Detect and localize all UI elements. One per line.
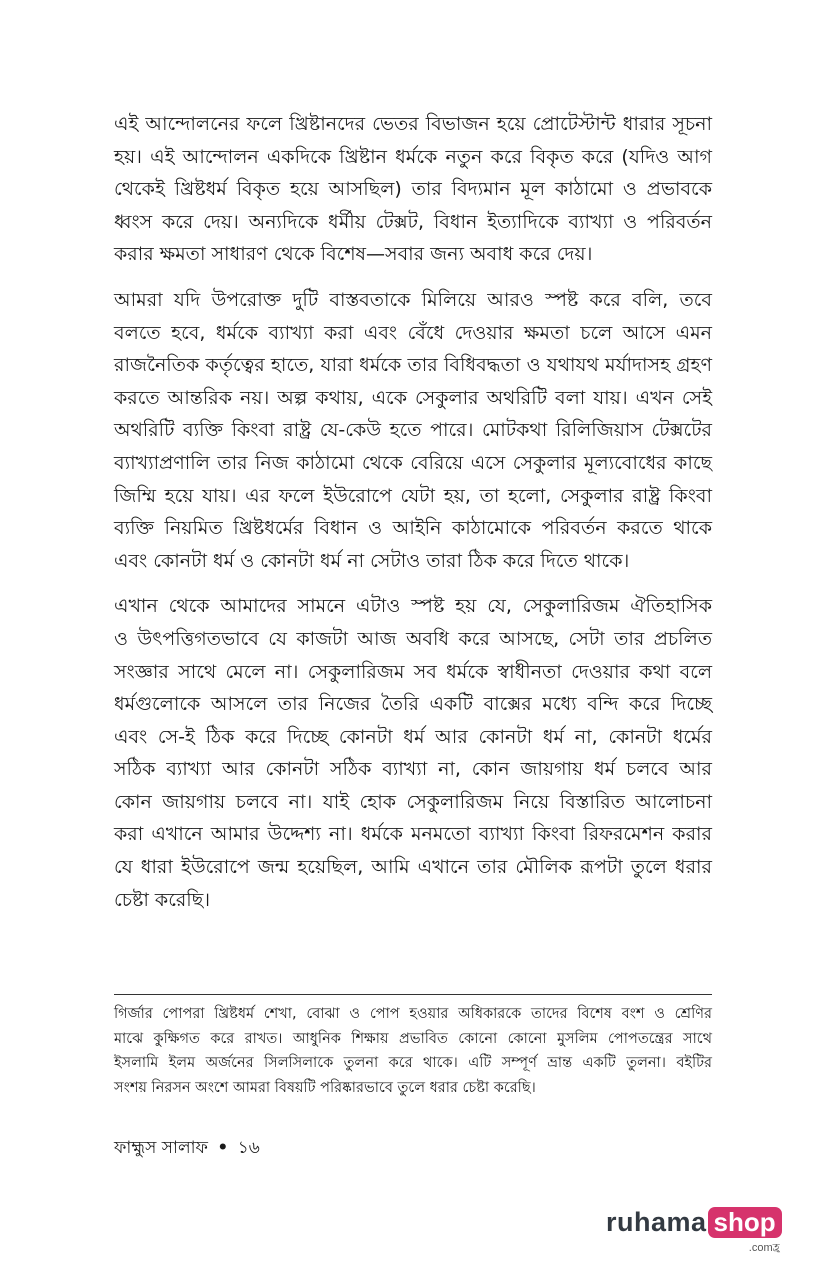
footnote bbox=[114, 1002, 712, 1100]
text-line: থেকেই খ্রিষ্টধর্ম বিকৃত হয়ে আসছিল) তার বিদ্যমান মূল কাঠামো ও প্রভাবকে bbox=[114, 178, 712, 201]
footnote-line: গির্জার পোপরা খ্রিষ্টধর্ম শেখা, বোঝা ও পোপ হওয়ার অধিকারকে তাদের বিশেষ বংশ ও শ্রেণির bbox=[114, 1006, 712, 1022]
text-line: করার ক্ষমতা সাধারণ থেকে বিশেষ—সবার জন্য অবাধ করে দেয়। bbox=[114, 243, 593, 266]
watermark-logo bbox=[606, 1207, 782, 1257]
paragraph-2 bbox=[114, 284, 712, 577]
text-line: সংজ্ঞার সাথে মেলে না। সেকুলারিজম সব ধর্মকে স্বাধীনতা দেওয়ার কথা বলে bbox=[114, 660, 712, 683]
text-line: রাজনৈতিক কর্তৃত্বের হাতে, যারা ধর্মকে তার বিধিবদ্ধতা ও যথাযথ মর্যাদাসহ গ্রহণ bbox=[114, 354, 712, 377]
main-text bbox=[114, 108, 712, 929]
text-line: হয়। এই আন্দোলন একদিকে খ্রিষ্টান ধর্মকে নতুন করে বিকৃত করে (যদিও আগ bbox=[114, 145, 712, 168]
text-line: জিম্মি হয়ে যায়। এর ফলে ইউরোপে যেটা হয়, তা হলো, সেকুলার রাষ্ট্র কিংবা bbox=[114, 484, 712, 507]
text-line: ধর্মগুলোকে আসলে তার নিজের তৈরি একটি বাক্সের মধ্যে বন্দি করে দিচ্ছে bbox=[114, 693, 712, 716]
text-line: যে ধারা ইউরোপে জন্ম হয়েছিল, আমি এখানে তার মৌলিক রূপটা তুলে ধরার bbox=[114, 856, 712, 879]
text-line: কোন জায়গায় চলবে না। যাই হোক সেকুলারিজম নিয়ে বিস্তারিত আলোচনা bbox=[114, 790, 712, 813]
text-line: চেষ্টা করেছি। bbox=[114, 888, 211, 911]
page-footer bbox=[114, 1136, 260, 1160]
footnote-line: ইসলামি ইলম অর্জনের সিলসিলাকে তুলনা করে থাকে। এটি সম্পূর্ণ ভ্রান্ত একটি তুলনা। বইটির bbox=[114, 1055, 712, 1071]
text-line: করতে আন্তরিক নয়। অল্প কথায়, একে সেকুলার অথরিটি বলা যায়। এখন সেই bbox=[114, 386, 712, 409]
paragraph-3 bbox=[114, 590, 712, 916]
page-number: ১৬ bbox=[237, 1138, 260, 1158]
text-line: ব্যক্তি নিয়মিত খ্রিষ্টধর্মের বিধান ও আইনি কাঠামোকে পরিবর্তন করতে থাকে bbox=[114, 517, 712, 540]
logo-brand-text: ruhama bbox=[606, 1207, 707, 1237]
text-line: এবং সে-ই ঠিক করে দিচ্ছে কোনটা ধর্ম আর কোনটা ধর্ম না, কোনটা ধর্মের bbox=[114, 725, 712, 748]
text-line: অথরিটি ব্যক্তি কিংবা রাষ্ট্র যে-কেউ হতে পারে। মোটকথা রিলিজিয়াস টেক্সটের bbox=[114, 419, 712, 442]
text-line: এবং কোনটা ধর্ম ও কোনটা ধর্ম না সেটাও তারা ঠিক করে দিতে থাকে। bbox=[114, 549, 630, 572]
logo-suffix: .comহ্র bbox=[748, 1242, 780, 1254]
footer-separator: • bbox=[217, 1138, 229, 1158]
text-line: ও উৎপত্তিগতভাবে যে কাজটা আজ অবধি করে আসছে, সেটা তার প্রচলিত bbox=[114, 627, 712, 650]
text-line: বলতে হবে, ধর্মকে ব্যাখ্যা করা এবং বেঁধে দেওয়ার ক্ষমতা চলে আসে এমন bbox=[114, 321, 712, 344]
text-line: ধ্বংস করে দেয়। অন্যদিকে ধর্মীয় টেক্সট, বিধান ইত্যাদিকে ব্যাখ্যা ও পরিবর্তন bbox=[114, 210, 712, 233]
footnote-line: সংশয় নিরসন অংশে আমরা বিষয়টি পরিষ্কারভাবে তুলে ধরার চেষ্টা করেছি। bbox=[114, 1079, 536, 1096]
footnote-line: মাঝে কুক্ষিগত করে রাখত। আধুনিক শিক্ষায় প্রভাবিত কোনো কোনো মুসলিম পোপতন্ত্রের সাথে bbox=[114, 1030, 712, 1047]
text-line: ব্যাখ্যাপ্রণালি তার নিজ কাঠামো থেকে বেরিয়ে এসে সেকুলার মূল্যবোধের কাছে bbox=[114, 451, 712, 474]
book-title: ফাহ্মুস সালাফ bbox=[114, 1138, 208, 1158]
text-line: এখান থেকে আমাদের সামনে এটাও স্পষ্ট হয় যে, সেকুলারিজম ঐতিহাসিক bbox=[114, 595, 712, 618]
paragraph-1 bbox=[114, 108, 712, 271]
text-line: আমরা যদি উপরোক্ত দুটি বাস্তবতাকে মিলিয়ে আরও স্পষ্ট করে বলি, তবে bbox=[114, 288, 712, 311]
text-line: করা এখানে আমার উদ্দেশ্য না। ধর্মকে মনমতো ব্যাখ্যা কিংবা রিফরমেশন করার bbox=[114, 823, 712, 846]
text-line: এই আন্দোলনের ফলে খ্রিষ্টানদের ভেতর বিভাজন হয়ে প্রোটেস্টান্ট ধারার সূচনা bbox=[114, 113, 712, 135]
text-line: সঠিক ব্যাখ্যা আর কোনটা সঠিক ব্যাখ্যা না, কোন জায়গায় ধর্ম চলবে আর bbox=[114, 758, 712, 781]
footnote-divider bbox=[114, 994, 712, 995]
logo-shop-badge: shop bbox=[708, 1207, 782, 1238]
